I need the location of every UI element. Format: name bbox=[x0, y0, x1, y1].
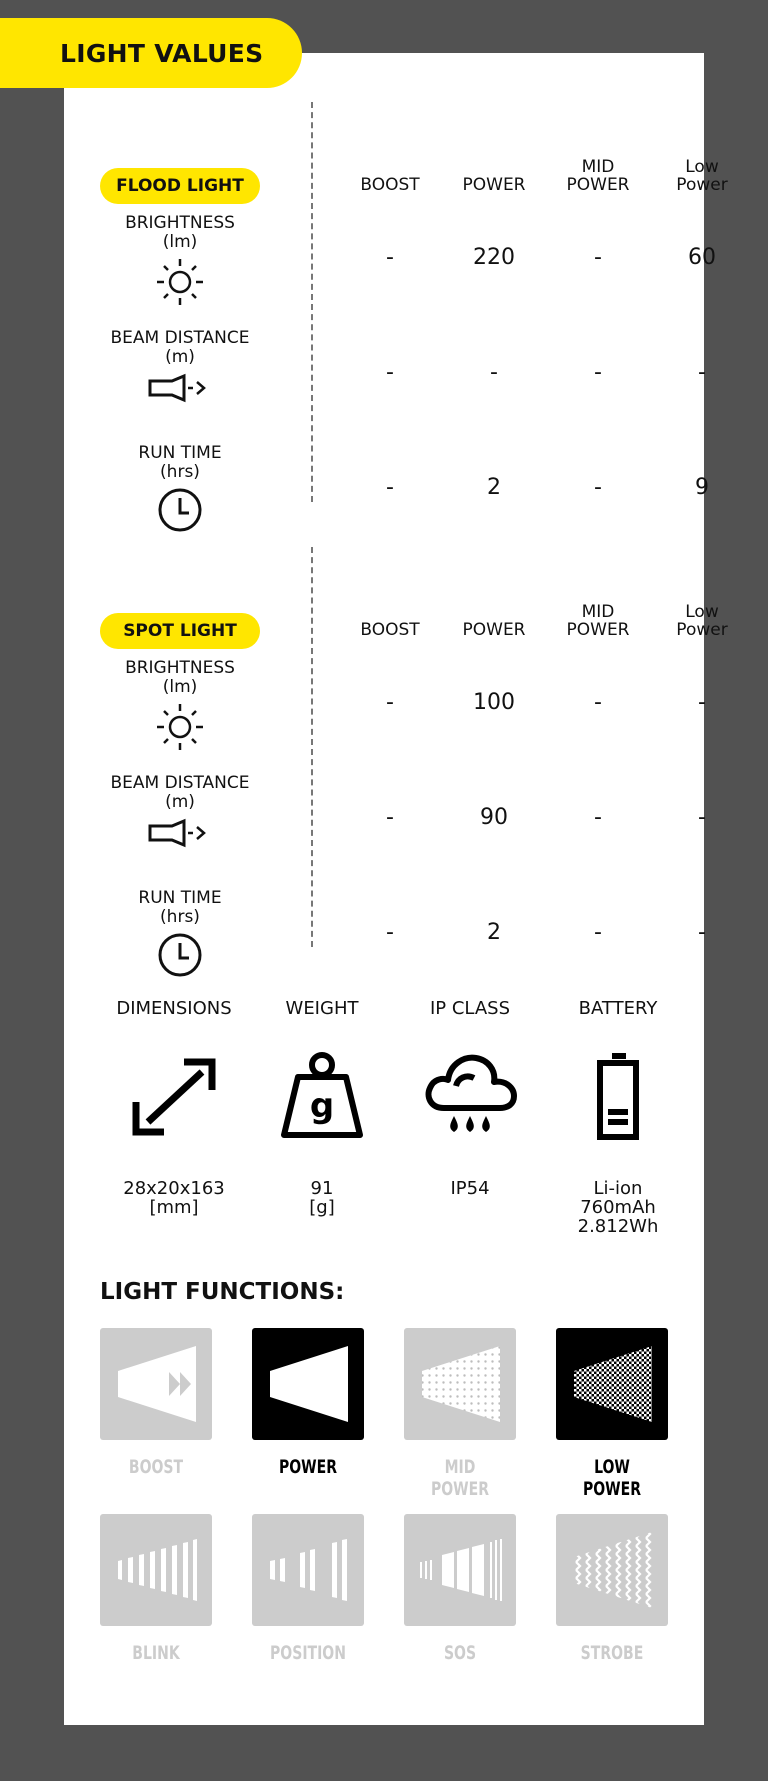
value-cell: - bbox=[698, 690, 706, 715]
column-head-boost: BOOST bbox=[360, 620, 420, 640]
function-boost: BOOST bbox=[100, 1328, 212, 1478]
flashlight-beam-icon bbox=[146, 371, 214, 405]
row-label-beam-distance: BEAM DISTANCE (m) bbox=[100, 329, 260, 405]
weight-g-icon bbox=[280, 1051, 364, 1141]
spec-dimensions: DIMENSIONS 28x20x163 [mm] bbox=[116, 998, 232, 1218]
table-divider bbox=[311, 547, 313, 947]
value-cell: - bbox=[594, 245, 602, 270]
function-low-power: LOW POWER bbox=[556, 1328, 668, 1500]
boost-beam-icon bbox=[108, 1344, 204, 1424]
svg-text:g: g bbox=[309, 1086, 335, 1126]
column-head-low-power: Low Power bbox=[676, 602, 728, 640]
value-cell: - bbox=[594, 690, 602, 715]
value-cell: - bbox=[698, 360, 706, 385]
spec-sheet-panel bbox=[64, 53, 728, 1725]
column-head-power: POWER bbox=[462, 175, 526, 195]
value-cell: - bbox=[594, 475, 602, 500]
column-head-mid-power: MID POWER bbox=[566, 157, 630, 195]
value-cell: - bbox=[386, 360, 394, 385]
function-strobe: STROBE bbox=[556, 1514, 668, 1664]
blink-beam-icon bbox=[108, 1530, 204, 1610]
flood-light-table bbox=[100, 102, 728, 502]
value-cell: 220 bbox=[473, 245, 515, 270]
value-cell: - bbox=[386, 805, 394, 830]
column-head-low-power: Low Power bbox=[676, 157, 728, 195]
value-cell: - bbox=[386, 920, 394, 945]
spot-light-table bbox=[100, 547, 728, 947]
row-label-brightness: BRIGHTNESS (lm) bbox=[100, 659, 260, 753]
light-functions-title: LIGHT FUNCTIONS: bbox=[100, 1279, 345, 1305]
row-label-brightness: BRIGHTNESS (lm) bbox=[100, 214, 260, 308]
value-cell: 100 bbox=[473, 690, 515, 715]
row-label-run-time: RUN TIME (hrs) bbox=[100, 444, 260, 534]
value-cell: - bbox=[386, 690, 394, 715]
value-cell: - bbox=[386, 475, 394, 500]
column-head-power: POWER bbox=[462, 620, 526, 640]
mid-power-beam-icon bbox=[412, 1344, 508, 1424]
function-blink: BLINK bbox=[100, 1514, 212, 1664]
clock-icon bbox=[156, 486, 204, 534]
row-label-run-time: RUN TIME (hrs) bbox=[100, 889, 260, 979]
value-cell: - bbox=[386, 245, 394, 270]
column-head-mid-power: MID POWER bbox=[566, 602, 630, 640]
table-divider bbox=[311, 102, 313, 502]
flashlight-beam-icon bbox=[146, 816, 214, 850]
specs-row bbox=[100, 998, 692, 1278]
value-cell: - bbox=[490, 360, 498, 385]
power-beam-icon bbox=[260, 1344, 356, 1424]
function-power: POWER bbox=[252, 1328, 364, 1478]
sos-beam-icon bbox=[412, 1530, 508, 1610]
value-cell: - bbox=[698, 805, 706, 830]
spec-weight: WEIGHT g 91 [g] bbox=[248, 998, 396, 1217]
strobe-beam-icon bbox=[564, 1530, 660, 1610]
sun-icon bbox=[154, 701, 206, 753]
low-power-beam-icon bbox=[564, 1344, 660, 1424]
position-beam-icon bbox=[260, 1530, 356, 1610]
value-cell: 2 bbox=[487, 920, 501, 945]
function-position: POSITION bbox=[252, 1514, 364, 1664]
clock-icon bbox=[156, 931, 204, 979]
row-label-beam-distance: BEAM DISTANCE (m) bbox=[100, 774, 260, 850]
page-title: LIGHT VALUES bbox=[0, 18, 302, 88]
function-sos: SOS bbox=[404, 1514, 516, 1664]
function-mid-power: MID POWER bbox=[404, 1328, 516, 1500]
value-cell: 90 bbox=[480, 805, 508, 830]
value-cell: 2 bbox=[487, 475, 501, 500]
value-cell: - bbox=[594, 360, 602, 385]
value-cell: - bbox=[594, 920, 602, 945]
sun-icon bbox=[154, 256, 206, 308]
column-head-boost: BOOST bbox=[360, 175, 420, 195]
spec-ip-class: IP CLASS IP54 bbox=[396, 998, 544, 1198]
rain-cloud-icon bbox=[422, 1050, 518, 1142]
spot-light-badge: SPOT LIGHT bbox=[100, 613, 260, 649]
diagonal-resize-arrows-icon bbox=[132, 1054, 216, 1138]
value-cell: - bbox=[698, 920, 706, 945]
value-cell: - bbox=[594, 805, 602, 830]
value-cell: 60 bbox=[688, 245, 716, 270]
spec-battery: BATTERY Li-ion 760mAh 2.812Wh bbox=[577, 998, 659, 1237]
flood-light-badge: FLOOD LIGHT bbox=[100, 168, 260, 204]
battery-icon bbox=[596, 1051, 640, 1141]
value-cell: 9 bbox=[695, 475, 709, 500]
